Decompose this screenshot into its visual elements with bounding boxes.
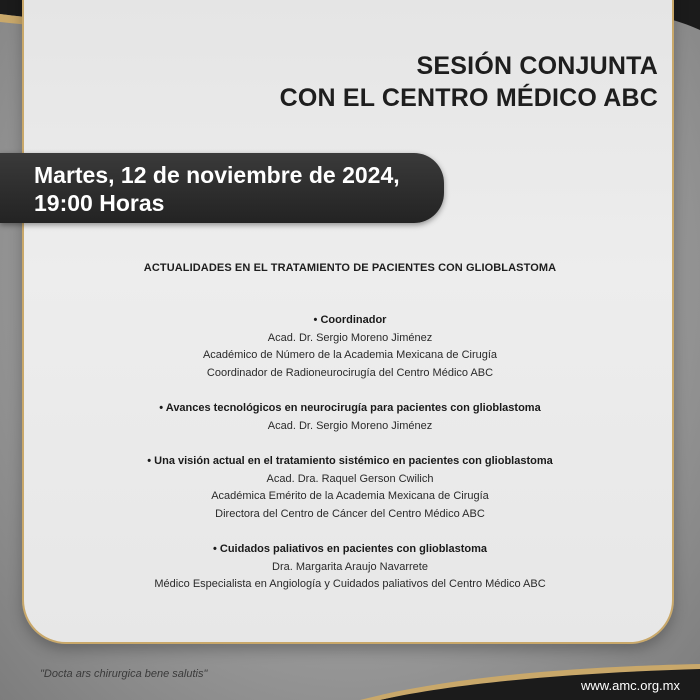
program-item-line: Dra. Margarita Araujo Navarrete [272, 560, 428, 573]
program-item-line: Académica Emérito de la Academia Mexicana de Cirugía [211, 490, 489, 502]
program-item-cuidados [0, 541, 700, 594]
program-item-line: Médico Especialista en Angiología y Cuidados paliativos del Centro Médico ABC [154, 578, 546, 590]
program-item-heading: • Cuidados paliativos en pacientes con glioblastoma [212, 543, 488, 555]
program-item-vision [0, 453, 700, 523]
motto-text: "Docta ars chirurgica bene salutis" [40, 668, 208, 680]
session-subject: ACTUALIDADES EN EL TRATAMIENTO DE PACIENTES CON GLIOBLASTOMA [143, 262, 557, 274]
date-line-1: Martes, 12 de noviembre de 2024, [34, 162, 400, 188]
program-item-line: Acad. Dra. Raquel Gerson Cwilich [266, 472, 434, 485]
program-item-heading: • Una visión actual en el tratamiento sistémico en pacientes con glioblastoma [147, 455, 553, 467]
title-line-1: SESIÓN CONJUNTA [416, 52, 658, 80]
program-item-line: Académico de Número de la Academia Mexicana de Cirugía [202, 349, 498, 361]
website-link[interactable]: www.amc.org.mx [581, 678, 680, 693]
program-list [0, 312, 700, 612]
program-item-line: Acad. Dr. Sergio Moreno Jiménez [267, 331, 433, 344]
title-line-2: CON EL CENTRO MÉDICO ABC [279, 84, 658, 112]
program-item-coordinator [0, 312, 700, 382]
page-title [280, 50, 658, 114]
program-item-avances [0, 400, 700, 435]
date-banner [0, 153, 444, 223]
date-line-2: 19:00 Horas [34, 190, 165, 216]
program-item-line: Directora del Centro de Cáncer del Centro Médico ABC [215, 507, 485, 520]
program-item-heading: • Coordinador [313, 314, 387, 326]
program-item-heading: • Avances tecnológicos en neurocirugía para pacientes con glioblastoma [159, 402, 541, 414]
program-item-line: Coordinador de Radioneurocirugía del Centro Médico ABC [206, 366, 494, 379]
program-item-line: Acad. Dr. Sergio Moreno Jiménez [267, 419, 433, 432]
